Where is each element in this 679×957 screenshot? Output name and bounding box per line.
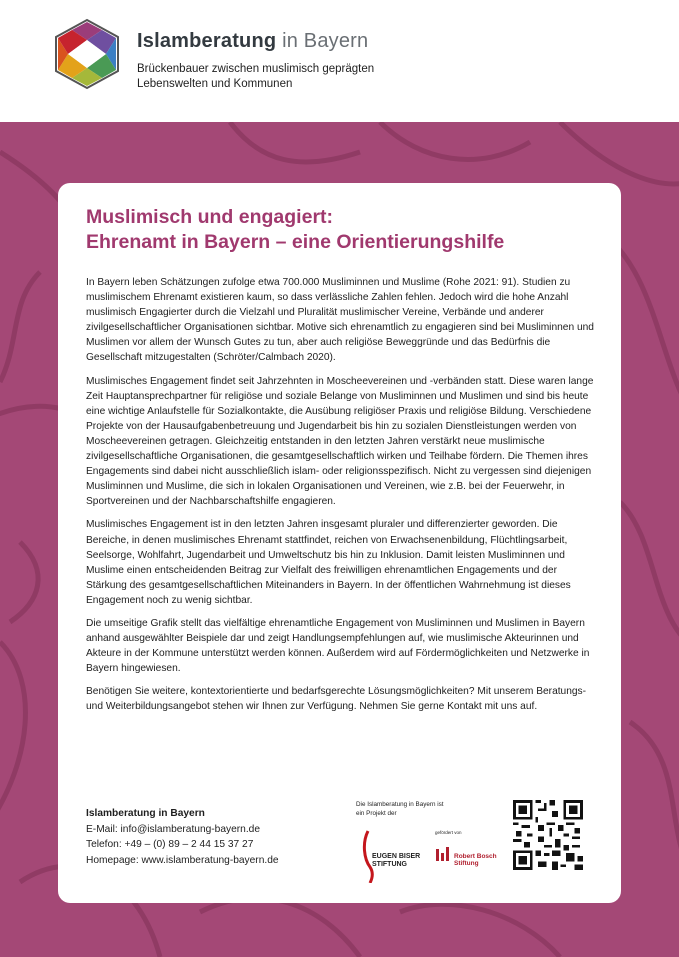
paragraph: Die umseitige Grafik stellt das vielfältige ehrenamtliche Engagement von Musliminnen und Muslimen in Bayern anhand ausgewählter Beispiele dar und zeigt Handlungsempfehlungen auf, wie muslimische Akteurinnen und Akteure in der Kommune unterstützt werden können. Außerdem wird auf Fördermöglichkeiten und Netzwerke in Bayern hingewiesen. [86,617,590,675]
contact-org: Islamberatung in Bayern [86,808,205,819]
contact-homepage[interactable]: Homepage: www.islamberatung-bayern.de [86,854,279,866]
brand-title-light: in Bayern [282,30,369,52]
contact-email[interactable]: E-Mail: info@islamberatung-bayern.de [86,823,260,835]
robert-bosch-line2: Stiftung [454,860,479,867]
brand-title [137,30,368,53]
paragraph: Benötigen Sie weitere, kontextorientierte und bedarfsgerechte Lösungsmöglichkeiten? Mit unserem Beratungs- und Weiterbildungsangebot stehen wir Ihnen zur Verfügung. Nehmen Sie gerne Kontakt mit uns auf. [86,686,587,713]
body-text [86,275,596,723]
page-title [86,205,606,255]
partner-note-line2: ein Projekt der [356,810,397,817]
brand-title-bold: Islamberatung [137,30,277,52]
eugen-biser-line2: STIFTUNG [372,861,407,868]
partner-note [356,800,486,818]
content-card [58,183,621,903]
contact-phone[interactable]: Telefon: +49 – (0) 89 – 2 44 15 37 27 [86,839,254,850]
partner-note-line1: Die Islamberatung in Bayern ist [356,801,444,808]
robert-bosch-text [454,853,497,867]
paragraph: Muslimisches Engagement findet seit Jahrzehnten in Moscheevereinen und -verbänden statt. Diese waren lange Zeit Hauptansprechpartner für religiöse und soziale Belange von Musliminnen und Muslimen und sind bis heute eine wichtige Anlaufstelle für Sozialkontakte, die Ausübung religiöser Praxis und religiöse Bildung. Verschiedene Projekte von der Hausaufgabenbetreuung und Jugendarbeit bis hin zu sozialen Dienstleistungen werden von Moscheevereinen getragen. Gleichzeitig entstanden in den letzten Jahren verstärkt neue muslimische zivilgesellschaftliche Organisationen, die gesamtgesellschaftlich wirken und Teilhabe fördern. Die Themen ihres Engagements sind dabei nicht ausschließlich islam- oder religionsspezifisch. Nicht zu vergessen sind diejenigen Musliminnen und Muslime, die sich in lokalen Organisationen und Vereinen, wie z.B. bei der Feuerwehr, in Sportvereinen und der Nachbarschaftshilfe engagieren. [86,375,594,508]
brand-subtitle-line1: Brückenbauer zwischen muslimisch geprägten [137,63,375,75]
page-title-line2: Ehrenamt in Bayern – eine Orientierungshilfe [86,231,505,253]
eugen-biser-text [372,853,420,869]
eugen-biser-line1: EUGEN BISER [372,853,421,860]
brand-subtitle [137,62,374,92]
robert-bosch-line1: Robert Bosch [454,853,497,860]
hexagon-star-logo [52,18,122,90]
funded-by-label: gefördert von [435,830,462,835]
paragraph: Muslimisches Engagement ist in den letzten Jahren insgesamt pluraler und differenzierter geworden. Die Bereiche, in denen muslimisches Ehrenamt stattfindet, reichen von Erwachsenenbildung, Flüchtlingsarbeit, Seelsorge, Wohlfahrt, Jugendarbeit und Umweltschutz bis hin zu Inklusion. Damit leisten Musliminnen und Muslime einen entscheidenden Beitrag zur Vielfalt des freiwilligen ehrenamtlichen Engagements und der Stärkung des gesamtgesellschaftlichen Miteinanders in Bayern. In der öffentlichen Wahrnehmung ist dieses Engagement noch zu wenig sichtbar. [86,519,571,606]
brand-subtitle-line2: Lebenswelten und Kommunen [137,78,293,90]
page-title-line1: Muslimisch und engagiert: [86,206,334,228]
qr-code-icon[interactable] [513,800,583,870]
paragraph: In Bayern leben Schätzungen zufolge etwa 700.000 Musliminnen und Muslime (Rohe 2021: 91). Studien zu muslimischem Ehrenamt existieren kaum, so dass verlässliche Zahlen fehlen. Jedoch wird die hohe Anzahl muslimisch Engagierter durch die Vielzahl und Pluralität muslimischer Vereine, Verbände und anderer zivilgesellschaftlicher Organisationen sichtbar. Motive sich ehrenamtlich zu engagieren sind bei Musliminnen und Muslimen vor allem der Wunsch Gutes zu tun, aber auch religiöse Beweggründe und das Bedürfnis die Gesellschaft mitzugestalten (Schröter/Calmbach 2020). [86,277,594,364]
contact-block [86,806,279,868]
header [0,0,679,122]
